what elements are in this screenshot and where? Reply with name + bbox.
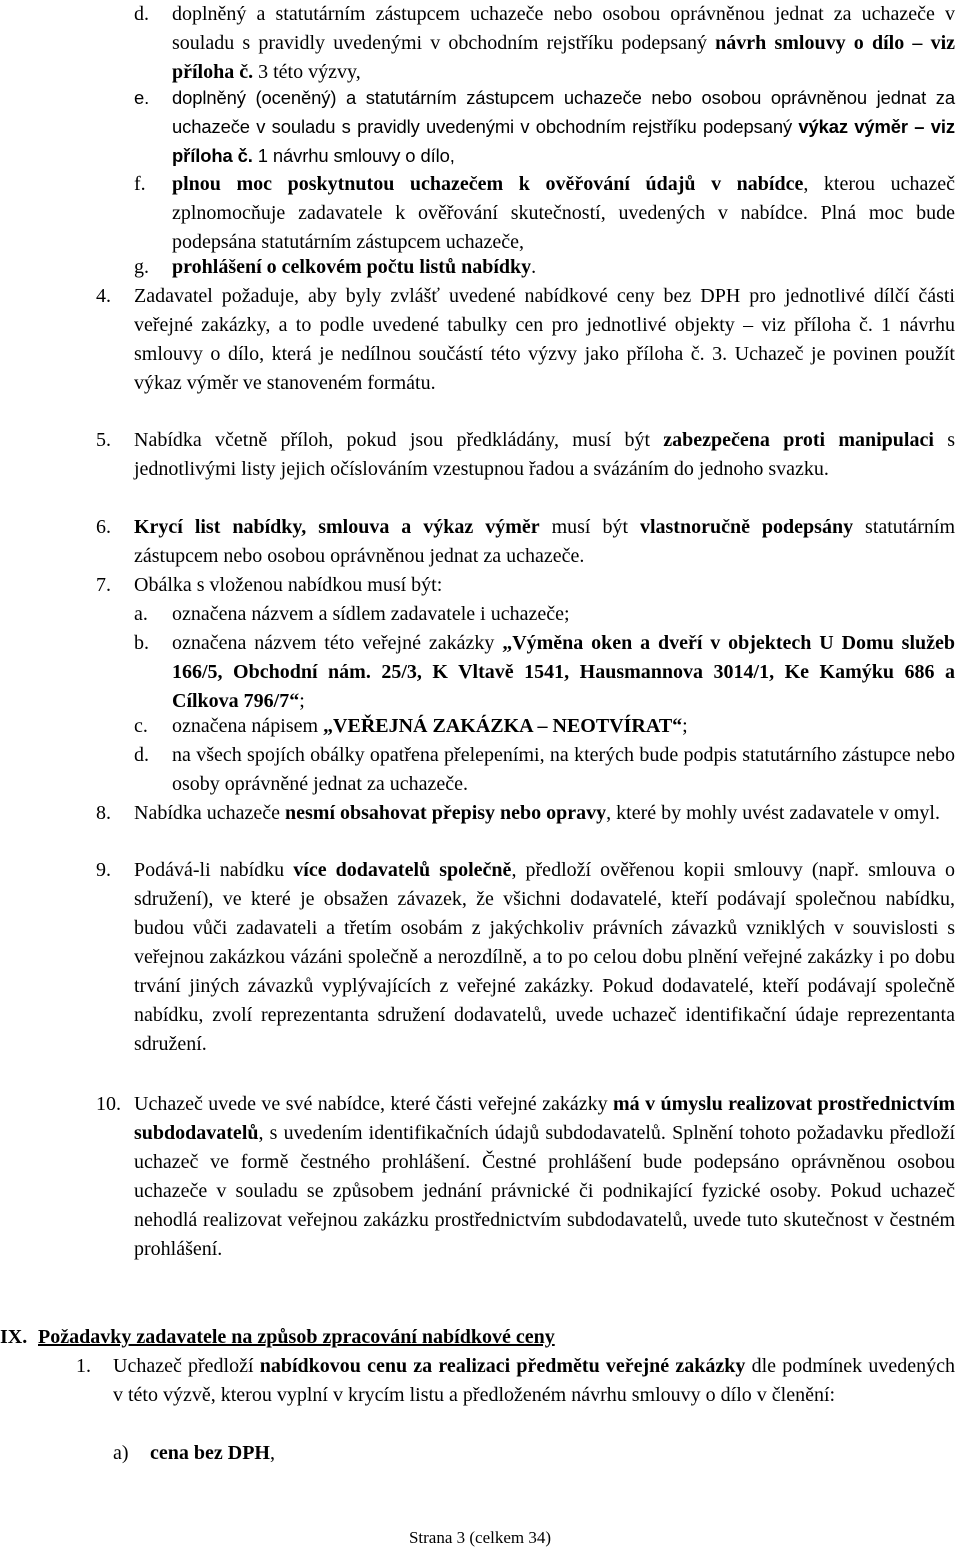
- text-run: označena názvem této veřejné zakázky: [172, 632, 503, 654]
- bold-run: prohlášení o celkovém počtu listů nabídky: [172, 256, 532, 278]
- bold-run: cena bez DPH: [150, 1442, 270, 1464]
- list-item-7: [134, 571, 955, 600]
- text-run: označena názvem a sídlem zadavatele i uchazeče;: [172, 603, 570, 625]
- bold-run: Krycí list nabídky, smlouva a výkaz výměr: [134, 516, 540, 538]
- text-run: musí být: [539, 516, 640, 538]
- list-item-5: [134, 426, 955, 484]
- text-run: 1 návrhu smlouvy o dílo,: [252, 145, 455, 166]
- text-run: označena nápisem: [172, 715, 324, 737]
- page-footer: Strana 3 (celkem 34): [408, 1528, 552, 1547]
- text-run: doplněný a statutárním zástupcem uchazeče nebo osobou oprávněnou jednat za uchazeče v souladu s pravidly uvedenými v obchodním rejstříku podepsaný: [172, 3, 955, 54]
- list-item-8: [134, 799, 955, 828]
- section-title: Požadavky zadavatele na způsob zpracování nabídkové ceny: [38, 1326, 555, 1348]
- list-item-d2: [172, 741, 955, 799]
- text-run: 3 této výzvy,: [253, 61, 361, 83]
- list-item-c: [172, 712, 955, 741]
- text-run: Podává-li nabídku: [134, 859, 294, 881]
- list-label-c: c.: [134, 715, 148, 737]
- text-run: Obálka s vloženou nabídkou musí být:: [134, 574, 443, 596]
- list-label-a: a.: [134, 603, 148, 625]
- list-item-g: [172, 253, 955, 282]
- text-run: ,: [269, 1442, 275, 1464]
- text-run: ;: [299, 690, 305, 712]
- list-label-10: 10.: [96, 1093, 121, 1115]
- bold-run: nabídkovou cenu za realizaci předmětu veřejné zakázky: [259, 1355, 746, 1377]
- list-label-b: b.: [134, 632, 149, 654]
- text-run: doplněný (oceněný) a statutárním zástupcem uchazeče nebo osobou oprávněnou jednat za uchazeče v souladu s pravidly uvedenými v obchodním rejstříku podepsaný: [172, 87, 955, 137]
- text-run: ;: [682, 715, 688, 737]
- list-label-4: 4.: [96, 285, 111, 307]
- list-label-6: 6.: [96, 516, 111, 538]
- list-label-7: 7.: [96, 574, 111, 596]
- text-run: , s uvedením identifikačních údajů subdodavatelů. Splnění tohoto požadavku předloží uchazeč ve formě čestného prohlášení. Čestné prohlášení bude podepsáno oprávněnou osobou uchazeče v souladu se způsobem jednání právnické či podnikající fyzické osoby. Pokud uchazeč nehodlá realizovat veřejnou zakázku prostřednictvím subdodavatelů, uvede tuto skutečnost v čestném prohlášení.: [134, 1122, 955, 1260]
- bold-run: výkaz výměr – viz příloha č.: [172, 116, 955, 166]
- text-run: Zadavatel požaduje, aby byly zvlášť uvedené nabídkové ceny bez DPH pro jednotlivé dílčí části veřejné zakázky, a to podle uvedené tabulky cen pro jednotlivé objekty – viz příloha č. 1 návrhu smlouvy o dílo, která je nedílnou součástí této výzvy jako příloha č. 3. Uchazeč je povinen použít výkaz výměr ve stanoveném formátu.: [134, 285, 955, 394]
- text-run: dle podmínek uvedených v této výzvě, kterou vyplní v krycím listu a předloženém návrhu smlouvy o dílo v členění:: [113, 1355, 956, 1406]
- list-item-e: [172, 83, 955, 170]
- list-label-e: e.: [134, 87, 150, 108]
- list-item-f: [172, 170, 955, 257]
- list-item-9: [134, 856, 955, 1059]
- text-run: , které by mohly uvést zadavatele v omyl.: [606, 802, 940, 824]
- bold-run: více dodavatelů společně: [293, 859, 512, 881]
- bold-run: má v úmyslu realizovat prostřednictvím subdodavatelů: [134, 1093, 955, 1144]
- list-item-a-paren: [150, 1439, 955, 1468]
- bold-run: návrh smlouvy o dílo – viz příloha č.: [172, 32, 956, 83]
- list-label-5: 5.: [96, 429, 111, 451]
- bold-run: nesmí obsahovat přepisy nebo opravy: [285, 802, 607, 824]
- bold-run: zabezpečena proti manipulaci: [663, 429, 934, 451]
- list-item-b: [172, 629, 955, 716]
- list-label-1: 1.: [76, 1355, 91, 1377]
- list-item-6: [134, 513, 955, 571]
- list-item-10: [134, 1090, 955, 1264]
- list-label-d: d.: [134, 3, 149, 25]
- list-item-a: [172, 600, 955, 629]
- text-run: Nabídka uchazeče: [134, 802, 286, 824]
- bold-run: vlastnoručně podepsány: [639, 516, 854, 538]
- text-run: s jednotlivými listy jejich očíslováním vzestupnou řadou a svázáním do jednoho svazku.: [134, 429, 955, 480]
- list-label-d2: d.: [134, 744, 149, 766]
- text-run: , předloží ověřenou kopii smlouvy (např. smlouva o sdružení), ve které je obsažen závazek, že všichni dodavatelé, kteří podávají společnou nabídku, budou vůči zadavateli a třetím osobám z jakýchkoliv právních závazků vzniklých v souvislosti s veřejnou zakázkou vázáni společně a nerozdílně, a to po celou dobu plnění veřejné zakázky i po dobu trvání jiných závazků vyplývajících z veřejné zakázky. Pokud dodavatelé, kteří podávají společně nabídku, zvolí reprezentanta sdružení dodavatelů, uvede uchazeč identifikační údaje reprezentanta sdružení.: [134, 859, 955, 1055]
- list-label-a-paren: a): [113, 1442, 129, 1464]
- list-label-g: g.: [134, 256, 149, 278]
- text-run: Uchazeč předloží: [113, 1355, 260, 1377]
- list-label-9: 9.: [96, 859, 111, 881]
- bold-run: „VEŘEJNÁ ZAKÁZKA – NEOTVÍRAT“: [323, 715, 683, 737]
- text-run: na všech spojích obálky opatřena přelepeními, na kterých bude podpis statutárního zástupce nebo osoby oprávněné jednat za uchazeče.: [172, 744, 955, 795]
- list-label-8: 8.: [96, 802, 111, 824]
- bold-run: plnou moc poskytnutou uchazečem k ověřování údajů v nabídce: [172, 173, 804, 195]
- section-number: IX.: [0, 1326, 28, 1348]
- text-run: , kterou uchazeč zplnomocňuje zadavatele k ověřování skutečností, uvedených v nabídce. Plná moc bude podepsána statutárním zástupcem uchazeče,: [172, 173, 955, 253]
- text-run: .: [531, 256, 537, 278]
- list-item-d: [172, 0, 955, 87]
- text-run: Uchazeč uvede ve své nabídce, které části veřejné zakázky: [134, 1093, 613, 1115]
- list-label-f: f.: [134, 173, 146, 195]
- bold-run: „Výměna oken a dveří v objektech U Domu služeb 166/5, Obchodní nám. 25/3, K Vltavě 1541, Hausmannova 3014/1, Ke Kamýku 686 a Cílkova 796/7“: [172, 632, 955, 712]
- text-run: statutárním zástupcem nebo osobou oprávněnou jednat za uchazeče.: [134, 516, 956, 567]
- list-item-4: [134, 282, 955, 398]
- list-item-1: [113, 1352, 955, 1410]
- text-run: Nabídka včetně příloh, pokud jsou předkládány, musí být: [134, 429, 664, 451]
